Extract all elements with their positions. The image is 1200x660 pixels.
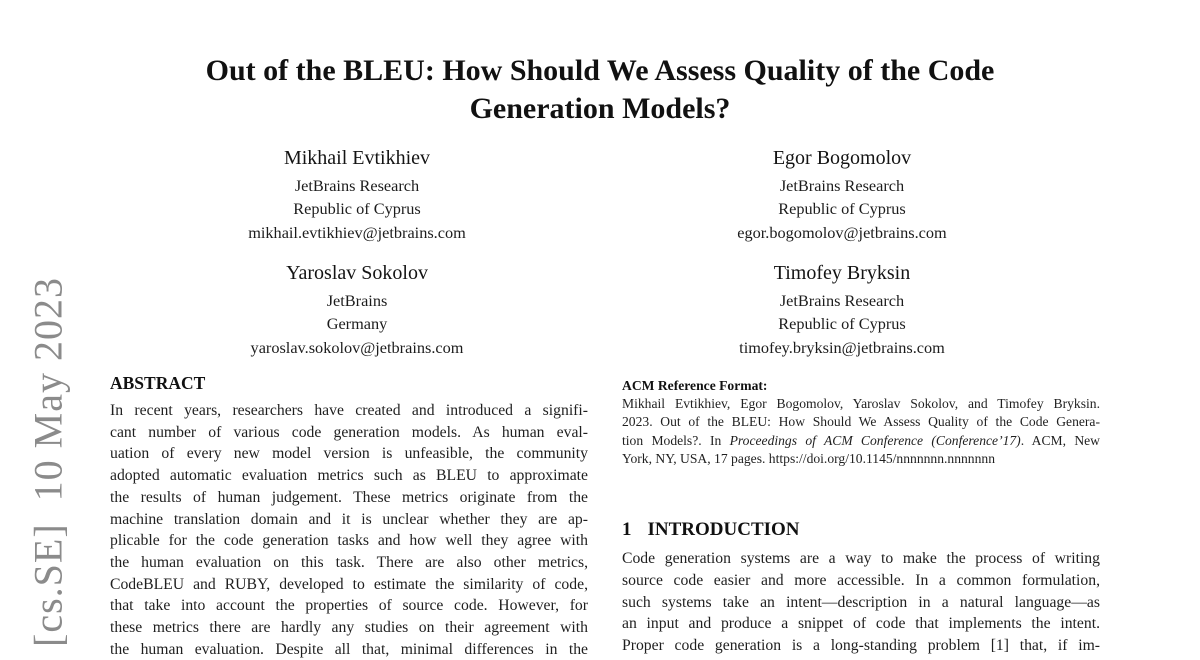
section-title: INTRODUCTION: [647, 519, 800, 541]
author-name: Egor Bogomolov: [772, 147, 912, 169]
author-email: egor.bogomolov@jetbrains.com: [737, 222, 947, 242]
author-location: Germany: [326, 314, 388, 334]
author-email: yaroslav.sokolov@jetbrains.com: [250, 337, 464, 357]
acm-reference-heading: ACM Reference Format:: [622, 378, 768, 393]
section-number: 1: [622, 519, 632, 541]
right-column: [622, 377, 1100, 657]
text-line: source code easier and more accessible. In a common formulation,: [622, 571, 1100, 589]
text-line: such systems take an intent—description in a natural language—as: [622, 593, 1100, 611]
doi-link[interactable]: https://doi.org/10.1145/nnnnnnn.nnnnnnn: [768, 450, 995, 466]
text-line: adopted automatic evaluation metrics such as BLEU to approximate: [110, 467, 588, 485]
left-column: [110, 373, 588, 660]
author-block: [117, 146, 597, 244]
author-name: Timofey Bryksin: [773, 262, 911, 284]
text-line: machine translation domain and it is unclear whether they are ap-: [110, 510, 588, 528]
abstract-heading: ABSTRACT: [110, 373, 206, 393]
author-email: mikhail.evtikhiev@jetbrains.com: [248, 222, 466, 242]
paper-title-line2: Generation Models?: [469, 92, 731, 125]
author-affiliation: JetBrains Research: [779, 176, 905, 195]
author-location: Republic of Cyprus: [293, 199, 421, 219]
paper-title-line1: Out of the BLEU: How Should We Assess Quality of the Code: [205, 54, 995, 87]
author-affiliation: JetBrains: [326, 291, 388, 310]
acm-reference-text: York, NY, USA, 17 pages.: [622, 450, 769, 466]
introduction-heading: [622, 518, 1100, 541]
acm-reference-text: . ACM, New: [1020, 432, 1100, 448]
author-email: timofey.bryksin@jetbrains.com: [739, 337, 945, 357]
author-block: [602, 261, 1082, 359]
author-block: [117, 261, 597, 359]
text-line: Code generation systems are a way to make the process of writing: [622, 550, 1100, 568]
text-line: these metrics there are hardly any studies on their agreement with: [110, 619, 588, 637]
text-line: plicable for the code generation tasks and how well they agree with: [110, 532, 588, 550]
text-line: uation of every new model version is unfeasible, the community: [110, 445, 588, 463]
paper-title: [0, 52, 1200, 128]
text-line: that take into account the properties of source code. However, for: [110, 597, 588, 615]
author-name: Mikhail Evtikhiev: [283, 147, 431, 169]
author-name: Yaroslav Sokolov: [286, 262, 428, 284]
proceedings-italic: Proceedings of ACM Conference (Conference’17): [729, 432, 1021, 448]
arxiv-stamp: [cs.SE] 10 May 2023: [25, 277, 71, 647]
acm-reference-line: [622, 432, 1100, 450]
text-line: the results of human judgement. These metrics originate from the: [110, 488, 588, 506]
text-line: cant number of various code generation models. As human eval-: [110, 423, 588, 441]
text-line: In recent years, researchers have created and introduced a signifi-: [110, 402, 588, 419]
acm-reference-line: [622, 450, 1100, 468]
author-block: [602, 146, 1082, 244]
author-affiliation: JetBrains Research: [294, 176, 420, 195]
text-line: CodeBLEU and RUBY, developed to estimate the similarity of code,: [110, 575, 588, 593]
abstract-text: [110, 400, 588, 660]
acm-reference-line: Mikhail Evtikhiev, Egor Bogomolov, Yaroslav Sokolov, and Timofey Bryksin.: [622, 396, 1100, 411]
author-location: Republic of Cyprus: [778, 199, 906, 219]
text-line: an input and produce a snippet of code that implements the intent.: [622, 615, 1100, 633]
text-line: the human evaluation. Despite all that, minimal differences in the: [110, 640, 588, 658]
introduction-text: [622, 548, 1100, 657]
author-location: Republic of Cyprus: [778, 314, 906, 334]
acm-reference-text: tion Models?. In: [622, 432, 730, 448]
text-line: the human evaluation on this task. There are also other metrics,: [110, 553, 588, 571]
text-line: Proper code generation is a long-standing problem [1] that, if im-: [622, 637, 1100, 654]
acm-reference-line: 2023. Out of the BLEU: How Should We Assess Quality of the Code Genera-: [622, 414, 1100, 430]
author-affiliation: JetBrains Research: [779, 291, 905, 310]
